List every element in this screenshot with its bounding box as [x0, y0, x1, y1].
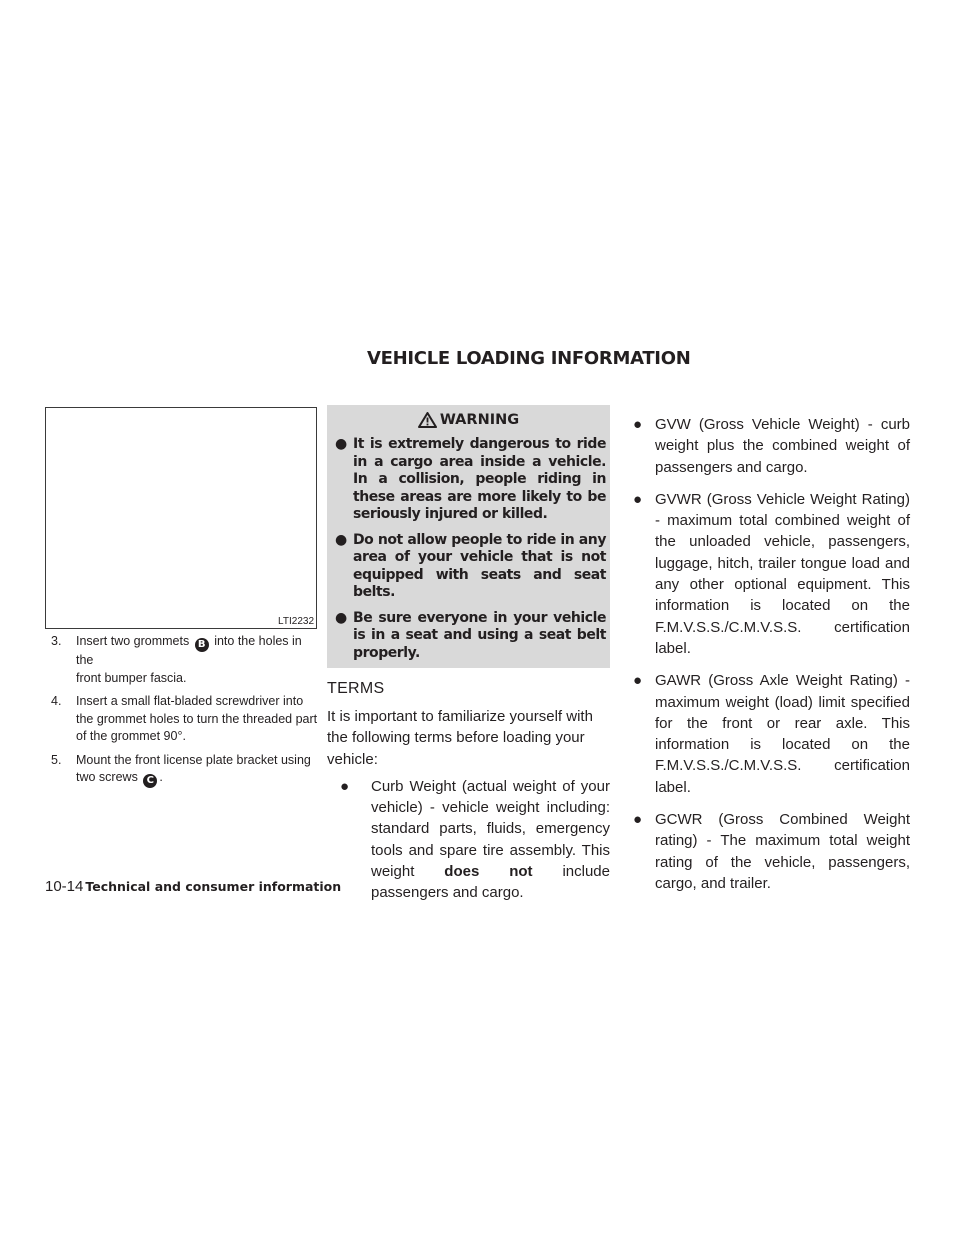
warning-triangle-icon	[418, 412, 437, 428]
term-item-gvw	[627, 414, 910, 478]
step-text: the grommet holes to turn the threaded part	[76, 711, 318, 726]
warning-item	[327, 610, 610, 663]
bullet-icon: ●	[633, 811, 643, 829]
step-text: .	[159, 770, 163, 784]
section-heading: VEHICLE LOADING INFORMATION	[367, 348, 691, 369]
terms-heading: TERMS	[327, 680, 385, 697]
warning-text: Be sure everyone in your vehicle is in a seat and using a seat belt properly.	[353, 609, 606, 661]
step-text: Insert two grommets	[76, 634, 190, 648]
terms-list-continued	[627, 414, 910, 894]
term-text: Curb Weight (actual weight of your vehicle) - vehicle weight including: standard parts, fluids, emergency tools and spare tire assembly. This weight	[371, 777, 610, 881]
term-item-gawr	[627, 670, 910, 798]
installation-steps-column	[45, 633, 320, 794]
bullet-icon: ●	[335, 609, 347, 626]
term-item-gcwr	[627, 809, 910, 894]
term-emphasis: does not	[444, 863, 533, 881]
warning-and-terms-column	[327, 405, 610, 915]
step-text: Mount the front license plate bracket using	[76, 752, 311, 767]
warning-list	[327, 436, 610, 662]
bullet-icon: ●	[340, 777, 350, 795]
bullet-icon: ●	[335, 531, 347, 548]
step-text: into the holes in the	[76, 634, 302, 667]
bullet-icon: ●	[633, 490, 643, 508]
terms-continued-column	[627, 414, 910, 905]
step-3	[45, 633, 320, 687]
step-text: front bumper fascia.	[76, 670, 187, 685]
terms-intro: It is important to familiarize yourself with the following terms before loading your vehicle:	[327, 708, 593, 768]
bullet-icon: ●	[335, 436, 347, 452]
callout-b-icon: B	[195, 638, 209, 652]
figure-illustration	[45, 407, 317, 629]
figure-code: LTI2232	[278, 616, 314, 627]
term-item-gvwr	[627, 489, 910, 659]
terms-list	[327, 776, 610, 904]
step-text: Insert a small flat-bladed screwdriver into	[76, 694, 304, 708]
warning-item	[327, 436, 610, 524]
step-4	[45, 693, 320, 746]
warning-title	[327, 411, 610, 429]
footer-title: Technical and consumer information	[85, 879, 342, 894]
warning-item	[327, 532, 610, 602]
term-text: GVW (Gross Vehicle Weight) - curb weight plus the combined weight of passengers and cargo.	[655, 416, 910, 476]
warning-text: It is extremely dangerous to ride in a cargo area inside a vehicle. In a collision, people riding in these areas are more likely to be seriously injured or killed.	[353, 436, 606, 522]
term-text: GAWR (Gross Axle Weight Rating) - maximum weight (load) limit specified for the front or rear axle. This information is located on the F.M.V.S.S./C.M.V.S.S. certification label.	[655, 672, 910, 796]
term-text: GCWR (Gross Combined Weight rating) - The maximum total weight rating of the vehicle, passengers, cargo, and trailer.	[655, 811, 910, 892]
installation-steps	[45, 633, 320, 788]
step-text: two screws	[76, 770, 138, 784]
page-number: 10-14	[45, 878, 84, 895]
step-number: 4.	[51, 694, 62, 708]
warning-box	[327, 405, 610, 668]
step-5	[45, 752, 320, 789]
warning-title-text: WARNING	[439, 412, 520, 428]
warning-text: Do not allow people to ride in any area of your vehicle that is not equipped with seats and seat belts.	[353, 531, 606, 600]
term-text: include passengers and cargo.	[371, 863, 610, 902]
bullet-icon: ●	[633, 416, 643, 433]
term-item-curb-weight	[327, 776, 610, 904]
callout-c-icon: C	[143, 774, 157, 788]
bullet-icon: ●	[633, 672, 643, 690]
step-text: of the grommet 90°.	[76, 729, 186, 743]
step-number: 5.	[51, 752, 62, 767]
step-number: 3.	[51, 634, 62, 648]
page-footer	[45, 878, 341, 895]
term-text: GVWR (Gross Vehicle Weight Rating) - maximum total combined weight of the unloaded vehicle, passengers, luggage, hitch, trailer tongue load and any other optional equipment. This information is located on the F.M.V.S.S./C.M.V.S.S. certification label.	[655, 490, 910, 657]
